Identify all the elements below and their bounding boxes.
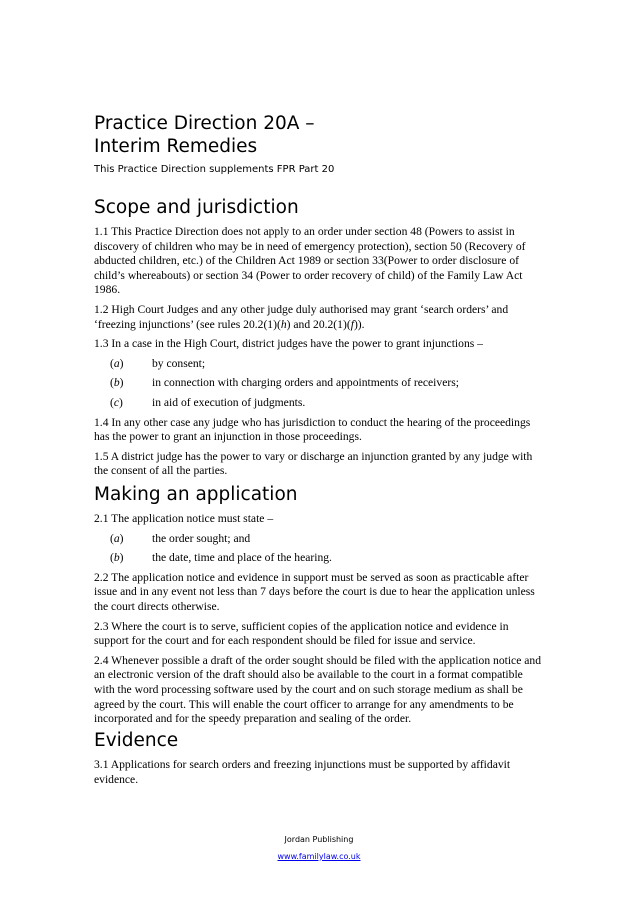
- heading-evidence: Evidence: [94, 730, 179, 751]
- paragraph-1-3: 1.3 In a case in the High Court, district judges have the power to grant injunctions –: [94, 337, 483, 351]
- list-item: (c) in aid of execution of judgments.: [110, 395, 306, 409]
- list-item: (b) the date, time and place of the hearing.: [110, 551, 332, 565]
- page-content: [94, 112, 546, 786]
- list-item: (a) by consent;: [110, 356, 206, 370]
- title-line-1: Practice Direction 20A –: [94, 113, 315, 134]
- footer-publisher: Jordan Publishing: [284, 835, 354, 844]
- paragraph-1-5: 1.5 A district judge has the power to vary or discharge an injunction granted by any judge with the consent of all the parties.: [94, 449, 533, 478]
- list-item: (b) in connection with charging orders and appointments of receivers;: [110, 376, 459, 390]
- section-application: [94, 483, 546, 727]
- heading-scope: Scope and jurisdiction: [94, 197, 299, 218]
- footer-link[interactable]: www.familylaw.co.uk: [277, 852, 361, 861]
- title-line-2: Interim Remedies: [94, 136, 258, 157]
- document-title: [94, 112, 546, 158]
- section-scope: [94, 196, 546, 479]
- list-item: (a) the order sought; and: [110, 531, 251, 545]
- paragraph-2-4: 2.4 Whenever possible a draft of the order sought should be filed with the application notice and an electronic version of the draft should also be available to the court in a format compatible with the word processing software used by the court and on such storage medium as shall be agreed by the court. This will enable the court officer to arrange for any amendments to be incorporated and for the speedy preparation and sealing of the order.: [94, 653, 541, 726]
- section-evidence: [94, 729, 546, 787]
- paragraph-2-2: 2.2 The application notice and evidence in support must be served as soon as practicable after issue and in any event not less than 7 days before the court is due to hear the application unless the court directs otherwise.: [94, 570, 535, 613]
- paragraph-1-4: 1.4 In any other case any judge who has jurisdiction to conduct the hearing of the proceedings has the power to grant an injunction in those proceedings.: [94, 415, 531, 444]
- heading-application: Making an application: [94, 484, 298, 505]
- page-footer: [0, 831, 638, 865]
- document-subtitle: This Practice Direction supplements FPR Part 20: [94, 164, 335, 175]
- paragraph-2-3: 2.3 Where the court is to serve, sufficient copies of the application notice and evidence in support for the court and for each respondent should be filed for issue and service.: [94, 619, 509, 648]
- paragraph-1-2: 1.2 High Court Judges and any other judge duly authorised may grant ‘search orders’ and ‘freezing injunctions’ (see rules 20.2(1)(h) and 20.2(1)(f)).: [94, 302, 509, 331]
- paragraph-1-1: 1.1 This Practice Direction does not apply to an order under section 48 (Powers to assist in discovery of children who may be in need of emergency protection), section 50 (Recovery of abducted children, etc.) of the Children Act 1989 or section 33(Power to order disclosure of child’s whereabouts) or section 34 (Power to order recovery of child) of the Family Law Act 1986.: [94, 225, 526, 297]
- paragraph-3-1: 3.1 Applications for search orders and freezing injunctions must be supported by affidavit evidence.: [94, 758, 511, 786]
- paragraph-2-1: 2.1 The application notice must state –: [94, 512, 274, 525]
